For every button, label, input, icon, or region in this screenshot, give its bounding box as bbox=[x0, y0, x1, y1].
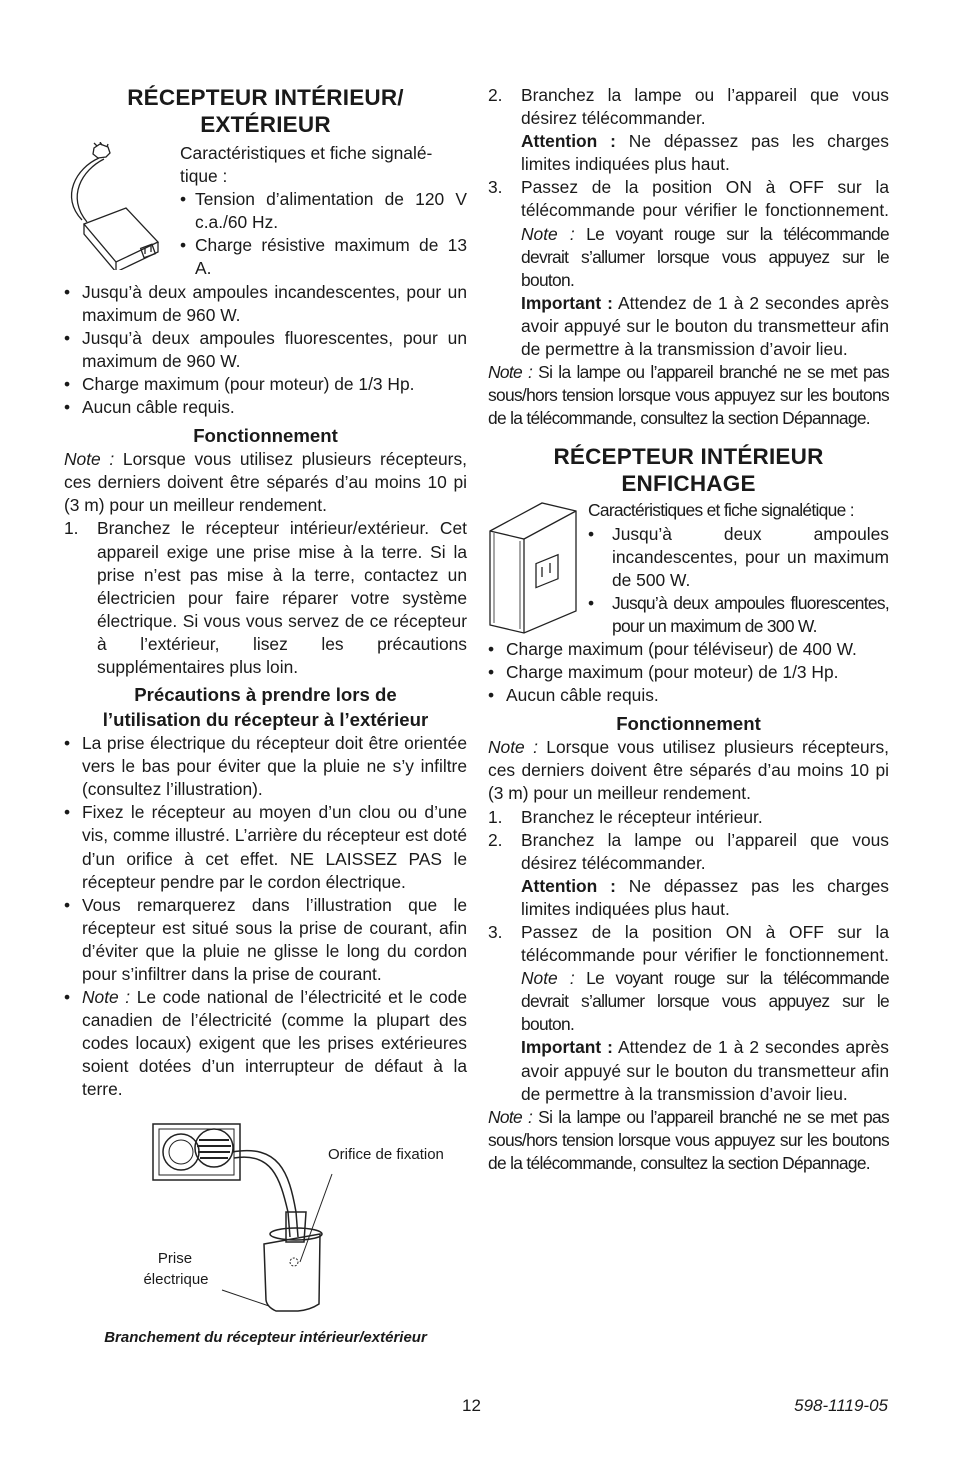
section-title-indoor-outdoor bbox=[64, 84, 467, 138]
attention-label: Attention : bbox=[521, 131, 616, 152]
precaution-item: • Fixez le récepteur au moyen d’un clou ou d’une vis, comme illustré. L’arrière du récepteur est doté d’un orifice à cet effet. NE LAISSEZ PAS le récepteur pendre par le cordon électrique. bbox=[64, 801, 467, 893]
spec-item: • Jusqu’à deux ampoules fluorescentes, pour un maximum de 300 W. bbox=[588, 592, 889, 638]
note-text: Le code national de l’électricité et le code canadien de l’électricité (comme la plupart des codes locaux) exigent que les prises extérieures soient dotées d’un interrupteur de défaut à la terre. bbox=[82, 987, 467, 1100]
important-text: Attendez de 1 à 2 secondes après avoir appuyé sur le bouton du transmetteur afin de permettre à la transmission d’avoir lieu. bbox=[521, 292, 889, 360]
note-label: Note : bbox=[521, 968, 575, 989]
attention-label: Attention : bbox=[521, 875, 616, 896]
step-item bbox=[64, 517, 467, 679]
step-number: 2. bbox=[488, 829, 503, 850]
important-label: Important : bbox=[521, 292, 613, 313]
step-text: Passez de la position ON à OFF sur la télécommande pour vérifier le fonctionnement. bbox=[521, 177, 889, 221]
step-item bbox=[488, 921, 889, 1036]
note-text: Le voyant rouge sur la télécommande devrait s’allumer lorsque vous appuyez sur le bouton. bbox=[521, 968, 889, 1035]
precaution-item: • La prise électrique du récepteur doit être orientée vers le bas pour éviter que la pluie ne s’y infiltre (consultez l’illustration). bbox=[64, 732, 467, 801]
list-item: • Jusqu’à deux ampoules incandescentes, pour un maximum de 960 W. bbox=[64, 281, 467, 327]
final-note bbox=[488, 361, 889, 430]
note-text: Lorsque vous utilisez plusieurs récepteurs, ces derniers doivent être séparés d’au moins 10 pi (3 m) pour un meilleur rendement. bbox=[488, 737, 889, 804]
spec-intro-line-1: Caractéristiques et fiche signalé- bbox=[180, 143, 433, 163]
document-number: 598-1119-05 bbox=[794, 1396, 888, 1415]
step-item bbox=[488, 84, 889, 130]
note-label: Note : bbox=[488, 737, 538, 758]
important-label: Important : bbox=[521, 1037, 613, 1058]
label-electrique: électrique bbox=[143, 1271, 209, 1288]
list-item: • Charge maximum (pour moteur) de 1/3 Hp. bbox=[488, 661, 889, 684]
spec-intro: Caractéristiques et fiche signalétique : bbox=[588, 500, 854, 521]
important-paragraph bbox=[488, 1036, 889, 1105]
note-paragraph bbox=[488, 736, 889, 805]
spec-intro bbox=[180, 142, 467, 188]
step-number: 2. bbox=[488, 85, 503, 105]
note-paragraph bbox=[64, 448, 467, 517]
spec-item: • Tension d’alimentation de 120 V c.a./60 Hz. bbox=[180, 188, 467, 234]
figure-caption: Branchement du récepteur intérieur/extérieur bbox=[104, 1329, 427, 1346]
note-label: Note : bbox=[488, 1106, 533, 1127]
note-text: Lorsque vous utilisez plusieurs récepteurs, ces derniers doivent être séparés d’au moins 10 pi (3 m) pour un meilleur rendement. bbox=[64, 449, 467, 516]
step-text: Passez de la position ON à OFF sur la télécommande pour vérifier le fonctionnement. bbox=[521, 922, 889, 966]
note-text: Si la lampe ou l’appareil branché ne se met pas sous/hors tension lorsque vous appuyez sur les boutons de la télécommande, consultez la section Dépannage. bbox=[488, 362, 889, 429]
step-number: 1. bbox=[64, 518, 79, 539]
label-orifice-de-fixation: Orifice de fixation bbox=[328, 1146, 444, 1163]
list-item: • Aucun câble requis. bbox=[488, 684, 889, 707]
precaution-item: • Vous remarquerez dans l’illustration que le récepteur est situé sous la prise de courant, afin d’éviter que la pluie ne glisse le long du cordon pour s’infiltrer dans la prise de courant. bbox=[64, 894, 467, 986]
right-column bbox=[488, 84, 889, 1175]
spec-block bbox=[488, 499, 889, 638]
spec-text bbox=[588, 499, 889, 638]
attention-text: Ne dépassez pas les charges limites indiquées plus haut. bbox=[521, 131, 889, 175]
subheading-precautions bbox=[64, 682, 467, 732]
important-paragraph bbox=[488, 292, 889, 361]
note-label: Note : bbox=[488, 362, 533, 383]
step-text: Branchez le récepteur intérieur. bbox=[521, 806, 763, 827]
title-line-2: ENFICHAGE bbox=[621, 471, 756, 497]
attention-paragraph bbox=[488, 130, 889, 176]
title-line-2: EXTÉRIEUR bbox=[200, 112, 331, 137]
prec-title-line-1: Précautions à prendre lors de bbox=[134, 684, 397, 706]
step-number: 3. bbox=[488, 922, 503, 942]
step-text: Branchez la lampe ou l’appareil que vous désirez télécommander. bbox=[521, 85, 889, 129]
title-line-1: RÉCEPTEUR INTÉRIEUR/ bbox=[127, 85, 404, 110]
spec-item: • Jusqu’à deux ampoules incandescentes, pour un maximum de 500 W. bbox=[588, 523, 889, 592]
attention-text: Ne dépassez pas les charges limites indiquées plus haut. bbox=[521, 875, 889, 919]
step-item bbox=[488, 176, 889, 291]
spec-text bbox=[180, 142, 467, 281]
plug-in-receiver-icon bbox=[488, 499, 584, 635]
connection-figure bbox=[64, 1112, 467, 1352]
step-number: 3. bbox=[488, 177, 503, 198]
final-note bbox=[488, 1106, 889, 1175]
precaution-note bbox=[64, 986, 467, 1101]
step-item bbox=[488, 806, 889, 829]
step-text: Branchez le récepteur intérieur/extérieur. Cet appareil exige une prise mise à la terre. Si la prise n’est pas mise à la terre, contactez un électricien pour faire réparer votre système électrique. Si vous vous servez de ce récepteur à l’extérieur, lisez les précautions supplémentaires plus loin. bbox=[97, 518, 467, 677]
note-label: Note : bbox=[82, 987, 131, 1008]
outdoor-receiver-illustration bbox=[64, 142, 180, 270]
page-number: 12 bbox=[462, 1396, 481, 1415]
spec-block bbox=[64, 142, 467, 281]
note-text: Le voyant rouge sur la télécommande devrait s’allumer lorsque vous appuyez sur le bouton. bbox=[521, 223, 889, 290]
step-number: 1. bbox=[488, 806, 503, 827]
title-line-1: RÉCEPTEUR INTÉRIEUR bbox=[553, 444, 824, 470]
list-item: • Charge maximum (pour moteur) de 1/3 Hp. bbox=[64, 373, 467, 396]
list-item: • Jusqu’à deux ampoules fluorescentes, pour un maximum de 960 W. bbox=[64, 327, 467, 373]
step-item bbox=[488, 829, 889, 875]
spec-intro-line-2: tique : bbox=[180, 166, 228, 187]
left-column bbox=[64, 84, 467, 1102]
step-text: Branchez la lampe ou l’appareil que vous désirez télécommander. bbox=[521, 829, 889, 873]
prec-title-line-2: l’utilisation du récepteur à l’extérieur bbox=[102, 709, 429, 731]
note-label: Note : bbox=[521, 223, 575, 244]
spec-item: • Charge résistive maximum de 13 A. bbox=[180, 234, 467, 280]
subheading-fonctionnement: Fonctionnement bbox=[193, 425, 338, 447]
label-prise: Prise bbox=[157, 1250, 193, 1267]
important-text: Attendez de 1 à 2 secondes après avoir appuyé sur le bouton du transmetteur afin de permettre à la transmission d’avoir lieu. bbox=[521, 1037, 889, 1104]
attention-paragraph bbox=[488, 875, 889, 921]
subheading-fonctionnement: Fonctionnement bbox=[616, 713, 761, 735]
list-item: • Aucun câble requis. bbox=[64, 396, 467, 419]
note-text: Si la lampe ou l’appareil branché ne se met pas sous/hors tension lorsque vous appuyez sur les boutons de la télécommande, consultez la section Dépannage. bbox=[488, 1106, 889, 1173]
plug-in-receiver-illustration bbox=[488, 499, 588, 635]
section-title-plug-in bbox=[488, 443, 889, 497]
list-item: • Charge maximum (pour téléviseur) de 400 W. bbox=[488, 638, 889, 661]
note-label: Note : bbox=[64, 449, 115, 470]
receiver-cord-icon bbox=[64, 142, 164, 270]
